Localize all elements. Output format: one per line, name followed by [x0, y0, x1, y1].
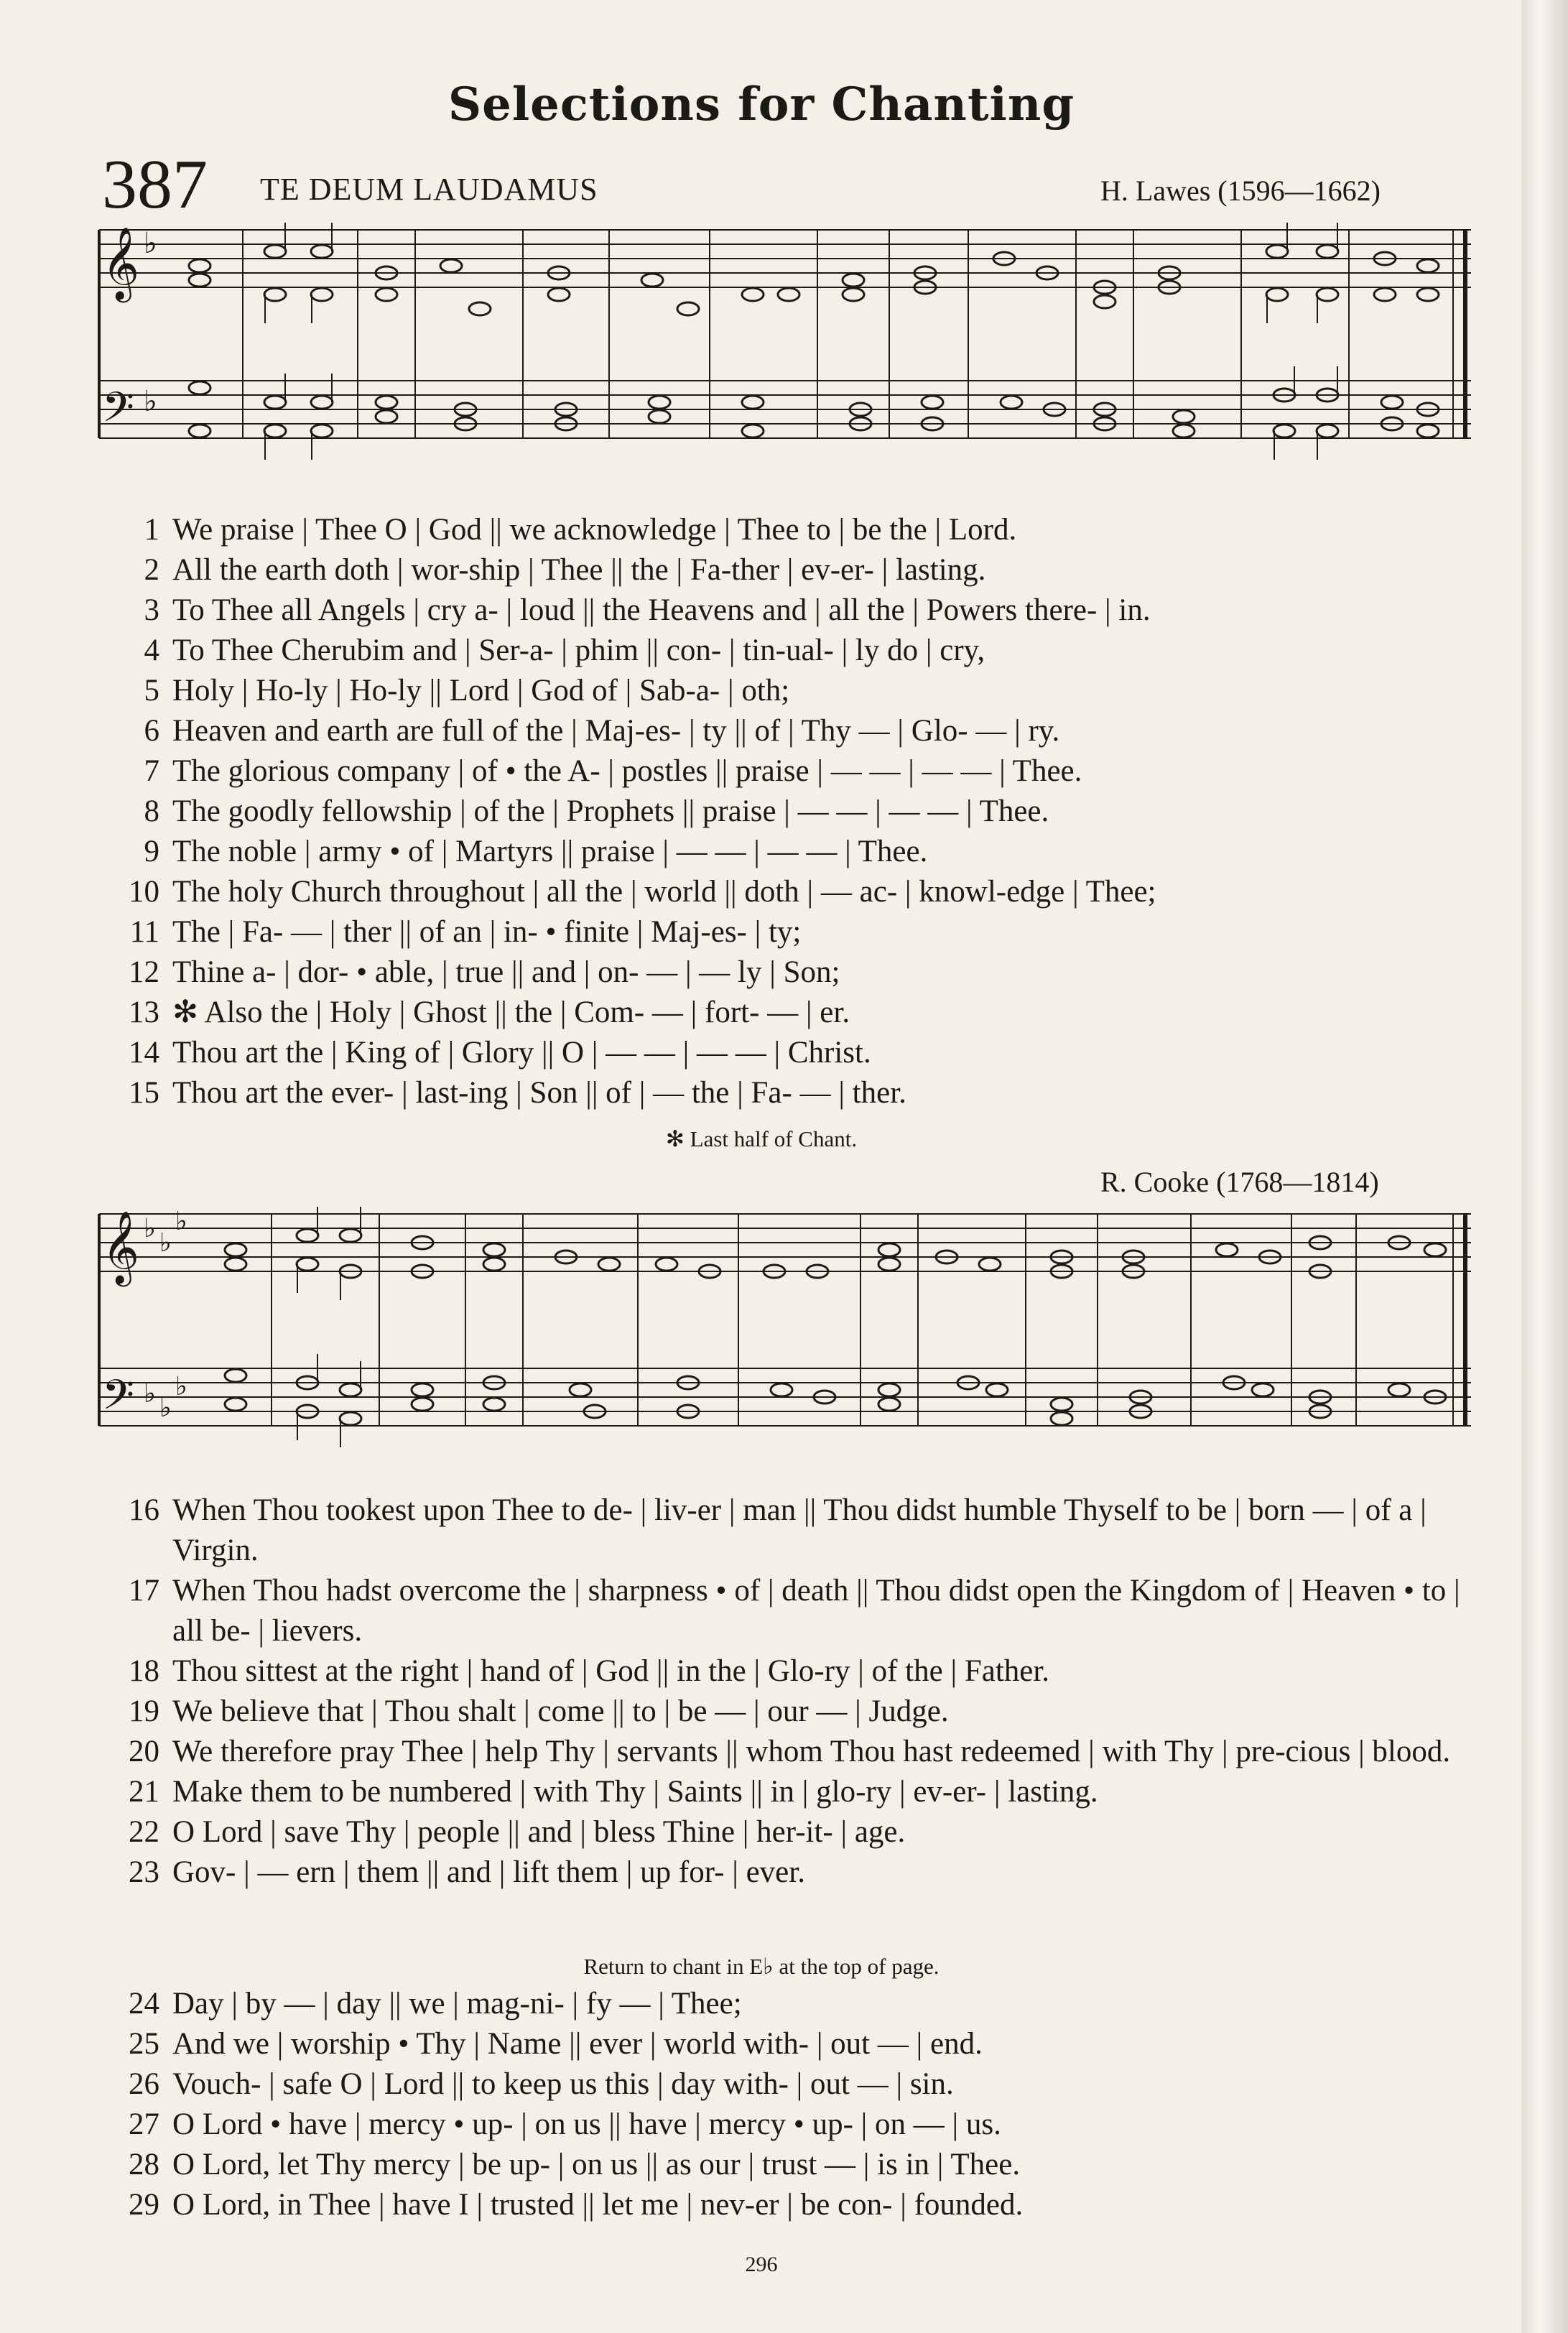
verse-line — [108, 510, 1480, 550]
verse-number: 27 — [129, 2107, 159, 2141]
verse-number: 25 — [129, 2027, 159, 2061]
verse-number: 4 — [144, 634, 159, 667]
verse-text: ✻ Also the | Holy | Ghost || the | Com- — | fort- — | er. — [172, 996, 850, 1029]
verse-text: The noble | army • of | Martyrs || praise | — — | — — | Thee. — [172, 835, 928, 868]
composer-lawes: H. Lawes (1596—1662) — [1100, 175, 1381, 207]
barlines-2 — [272, 1214, 1465, 1426]
verse-number: 23 — [129, 1855, 159, 1889]
verse-line — [108, 711, 1480, 751]
verses-part-3 — [108, 1984, 1480, 2225]
verse-number: 16 — [129, 1493, 159, 1527]
verse-number: 2 — [144, 553, 159, 587]
verse-line — [108, 2024, 1480, 2064]
verse-line — [108, 631, 1480, 671]
verse-line — [108, 912, 1480, 952]
notes-1 — [189, 245, 1439, 437]
verse-line — [108, 2064, 1480, 2105]
tune-name: TE DEUM LAUDAMUS — [260, 172, 598, 207]
verse-line — [108, 1772, 1480, 1812]
verse-line — [108, 1073, 1480, 1113]
verse-text: O Lord • have | mercy • up- | on us || have | mercy • up- | on — | us. — [172, 2107, 1001, 2141]
verse-line — [108, 1033, 1480, 1073]
hymn-number: 387 — [102, 146, 208, 223]
verse-number: 12 — [129, 955, 159, 989]
verse-number: 17 — [129, 1574, 159, 1608]
music-score-1 — [92, 215, 1478, 488]
verses-part-1 — [108, 510, 1480, 1113]
treble-clef-icon: 𝄞 — [102, 1210, 140, 1284]
verse-number: 3 — [144, 593, 159, 627]
verse-text: Thou art the ever- | last-ing | Son || of | — the | Fa- — | ther. — [172, 1076, 906, 1110]
verse-text: Gov- | — ern | them || and | lift them | up for- | ever. — [172, 1855, 805, 1889]
flat-icon: ♭ — [175, 1207, 187, 1236]
verse-number: 19 — [129, 1694, 159, 1728]
composer-cooke: R. Cooke (1768—1814) — [1100, 1166, 1379, 1198]
verse-text: When Thou tookest upon Thee to de- | liv-er | man || Thou didst humble Thyself to be | born — | of a | Virgin. — [172, 1493, 1426, 1567]
verse-text: We praise | Thee O | God || we acknowledge | Thee to | be the | Lord. — [172, 513, 1017, 547]
verse-number: 5 — [144, 674, 159, 708]
verse-line — [108, 1490, 1480, 1571]
flat-icon: ♭ — [159, 1393, 172, 1423]
verse-text: O Lord, in Thee | have I | trusted || let me | nev-er | be con- | founded. — [172, 2188, 1024, 2222]
verse-line — [108, 550, 1480, 590]
verse-number: 7 — [144, 754, 159, 788]
verse-text: Make them to be numbered | with Thy | Saints || in | glo-ry | ev-er- | lasting. — [172, 1775, 1098, 1809]
verses-part-2 — [108, 1490, 1480, 1893]
verse-text: And we | worship • Thy | Name || ever | world with- | out — | end. — [172, 2027, 983, 2061]
verse-line — [108, 2185, 1480, 2225]
barlines-1 — [243, 230, 1465, 438]
verse-text: To Thee all Angels | cry a- | loud || the Heavens and | all the | Powers there- | in. — [172, 593, 1151, 627]
footnote-return: Return to chant in E♭ at the top of page. — [583, 1954, 940, 1979]
flat-icon: ♭ — [144, 1379, 156, 1409]
verse-text: The glorious company | of • the A- | postles || praise | — — | — — | Thee. — [172, 754, 1082, 788]
verse-number: 9 — [144, 835, 159, 868]
verse-text: The goodly fellowship | of the | Prophets || praise | — — | — — | Thee. — [172, 794, 1049, 828]
verse-text: Thou sittest at the right | hand of | God || in the | Glo-ry | of the | Father. — [172, 1654, 1050, 1688]
verse-line — [108, 993, 1480, 1033]
verse-line — [108, 2145, 1480, 2185]
verse-text: Vouch- | safe O | Lord || to keep us this | day with- | out — | sin. — [172, 2067, 954, 2101]
verse-text: Thou art the | King of | Glory || O | — — | — — | Christ. — [172, 1036, 871, 1070]
verse-number: 24 — [129, 1987, 159, 2021]
verse-line — [108, 952, 1480, 993]
verse-number: 18 — [129, 1654, 159, 1688]
verse-number: 6 — [144, 714, 159, 748]
verse-text: We believe that | Thou shalt | come || to | be — | our — | Judge. — [172, 1694, 949, 1728]
verse-line — [108, 832, 1480, 872]
verse-line — [108, 1812, 1480, 1852]
verse-text: To Thee Cherubim and | Ser-a- | phim || con- | tin-ual- | ly do | cry, — [172, 634, 985, 667]
flat-icon: ♭ — [159, 1228, 172, 1258]
verse-line — [108, 590, 1480, 631]
verse-number: 20 — [129, 1735, 159, 1768]
music-score-2 — [92, 1192, 1478, 1480]
verse-number: 26 — [129, 2067, 159, 2101]
bass-staff-1 — [99, 381, 1471, 438]
verse-text: Day | by — | day || we | mag-ni- | fy — | Thee; — [172, 1987, 742, 2021]
verse-number: 29 — [129, 2188, 159, 2222]
verse-line — [108, 671, 1480, 711]
verse-text: Thine a- | dor- • able, | true || and | on- — | — ly | Son; — [172, 955, 840, 989]
verse-number: 1 — [144, 513, 159, 547]
flat-icon: ♭ — [144, 1214, 156, 1243]
verse-text: O Lord, let Thy mercy | be up- | on us || as our | trust — | is in | Thee. — [172, 2148, 1021, 2181]
verse-number: 8 — [144, 794, 159, 828]
verse-number: 28 — [129, 2148, 159, 2181]
notes-2 — [225, 1229, 1446, 1425]
verse-text: All the earth doth | wor-ship | Thee || the | Fa-ther | ev-er- | lasting. — [172, 553, 986, 587]
verse-line — [108, 2105, 1480, 2145]
flat-icon: ♭ — [144, 227, 157, 260]
verse-line — [108, 751, 1480, 792]
verse-number: 14 — [129, 1036, 159, 1070]
treble-clef-icon: 𝄞 — [102, 226, 140, 300]
verse-text: Holy | Ho-ly | Ho-ly || Lord | God of | Sab-a- | oth; — [172, 674, 790, 708]
footnote-last-half: ✻ Last half of Chant. — [665, 1126, 858, 1151]
verse-line — [108, 1732, 1480, 1772]
verse-text: When Thou hadst overcome the | sharpness • of | death || Thou didst open the Kingdom of | Heaven • to | all be- | lievers. — [172, 1574, 1460, 1648]
verse-text: We therefore pray Thee | help Thy | servants || whom Thou hast redeemed | with Thy | pre-cious | blood. — [172, 1735, 1451, 1768]
verse-line — [108, 1651, 1480, 1692]
page-number: 296 — [745, 2253, 778, 2276]
verse-number: 22 — [129, 1815, 159, 1849]
verse-text: Heaven and earth are full of the | Maj-es- | ty || of | Thy — | Glo- — | ry. — [172, 714, 1060, 748]
flat-icon: ♭ — [144, 385, 157, 418]
verse-number: 10 — [129, 875, 159, 909]
verse-line — [108, 1852, 1480, 1893]
verse-number: 15 — [129, 1076, 159, 1110]
verse-line — [108, 1984, 1480, 2024]
verse-text: O Lord | save Thy | people || and | bless Thine | her-it- | age. — [172, 1815, 906, 1849]
verse-line — [108, 792, 1480, 832]
bass-clef-icon: 𝄢 — [102, 383, 135, 442]
verse-text: The holy Church throughout | all the | world || doth | — ac- | knowl-edge | Thee; — [172, 875, 1156, 909]
verse-line — [108, 872, 1480, 912]
page-edge — [1521, 0, 1568, 2333]
verse-number: 11 — [129, 915, 159, 949]
verse-number: 21 — [129, 1775, 159, 1809]
verse-text: The | Fa- — | ther || of an | in- • finite | Maj-es- | ty; — [172, 915, 802, 949]
flat-icon: ♭ — [175, 1372, 187, 1401]
bass-clef-icon: 𝄢 — [102, 1370, 135, 1429]
verse-number: 13 — [129, 996, 159, 1029]
treble-staff-1 — [99, 230, 1471, 287]
verse-line — [108, 1692, 1480, 1732]
page-title: Selections for Chanting — [447, 78, 1075, 131]
verse-line — [108, 1571, 1480, 1651]
